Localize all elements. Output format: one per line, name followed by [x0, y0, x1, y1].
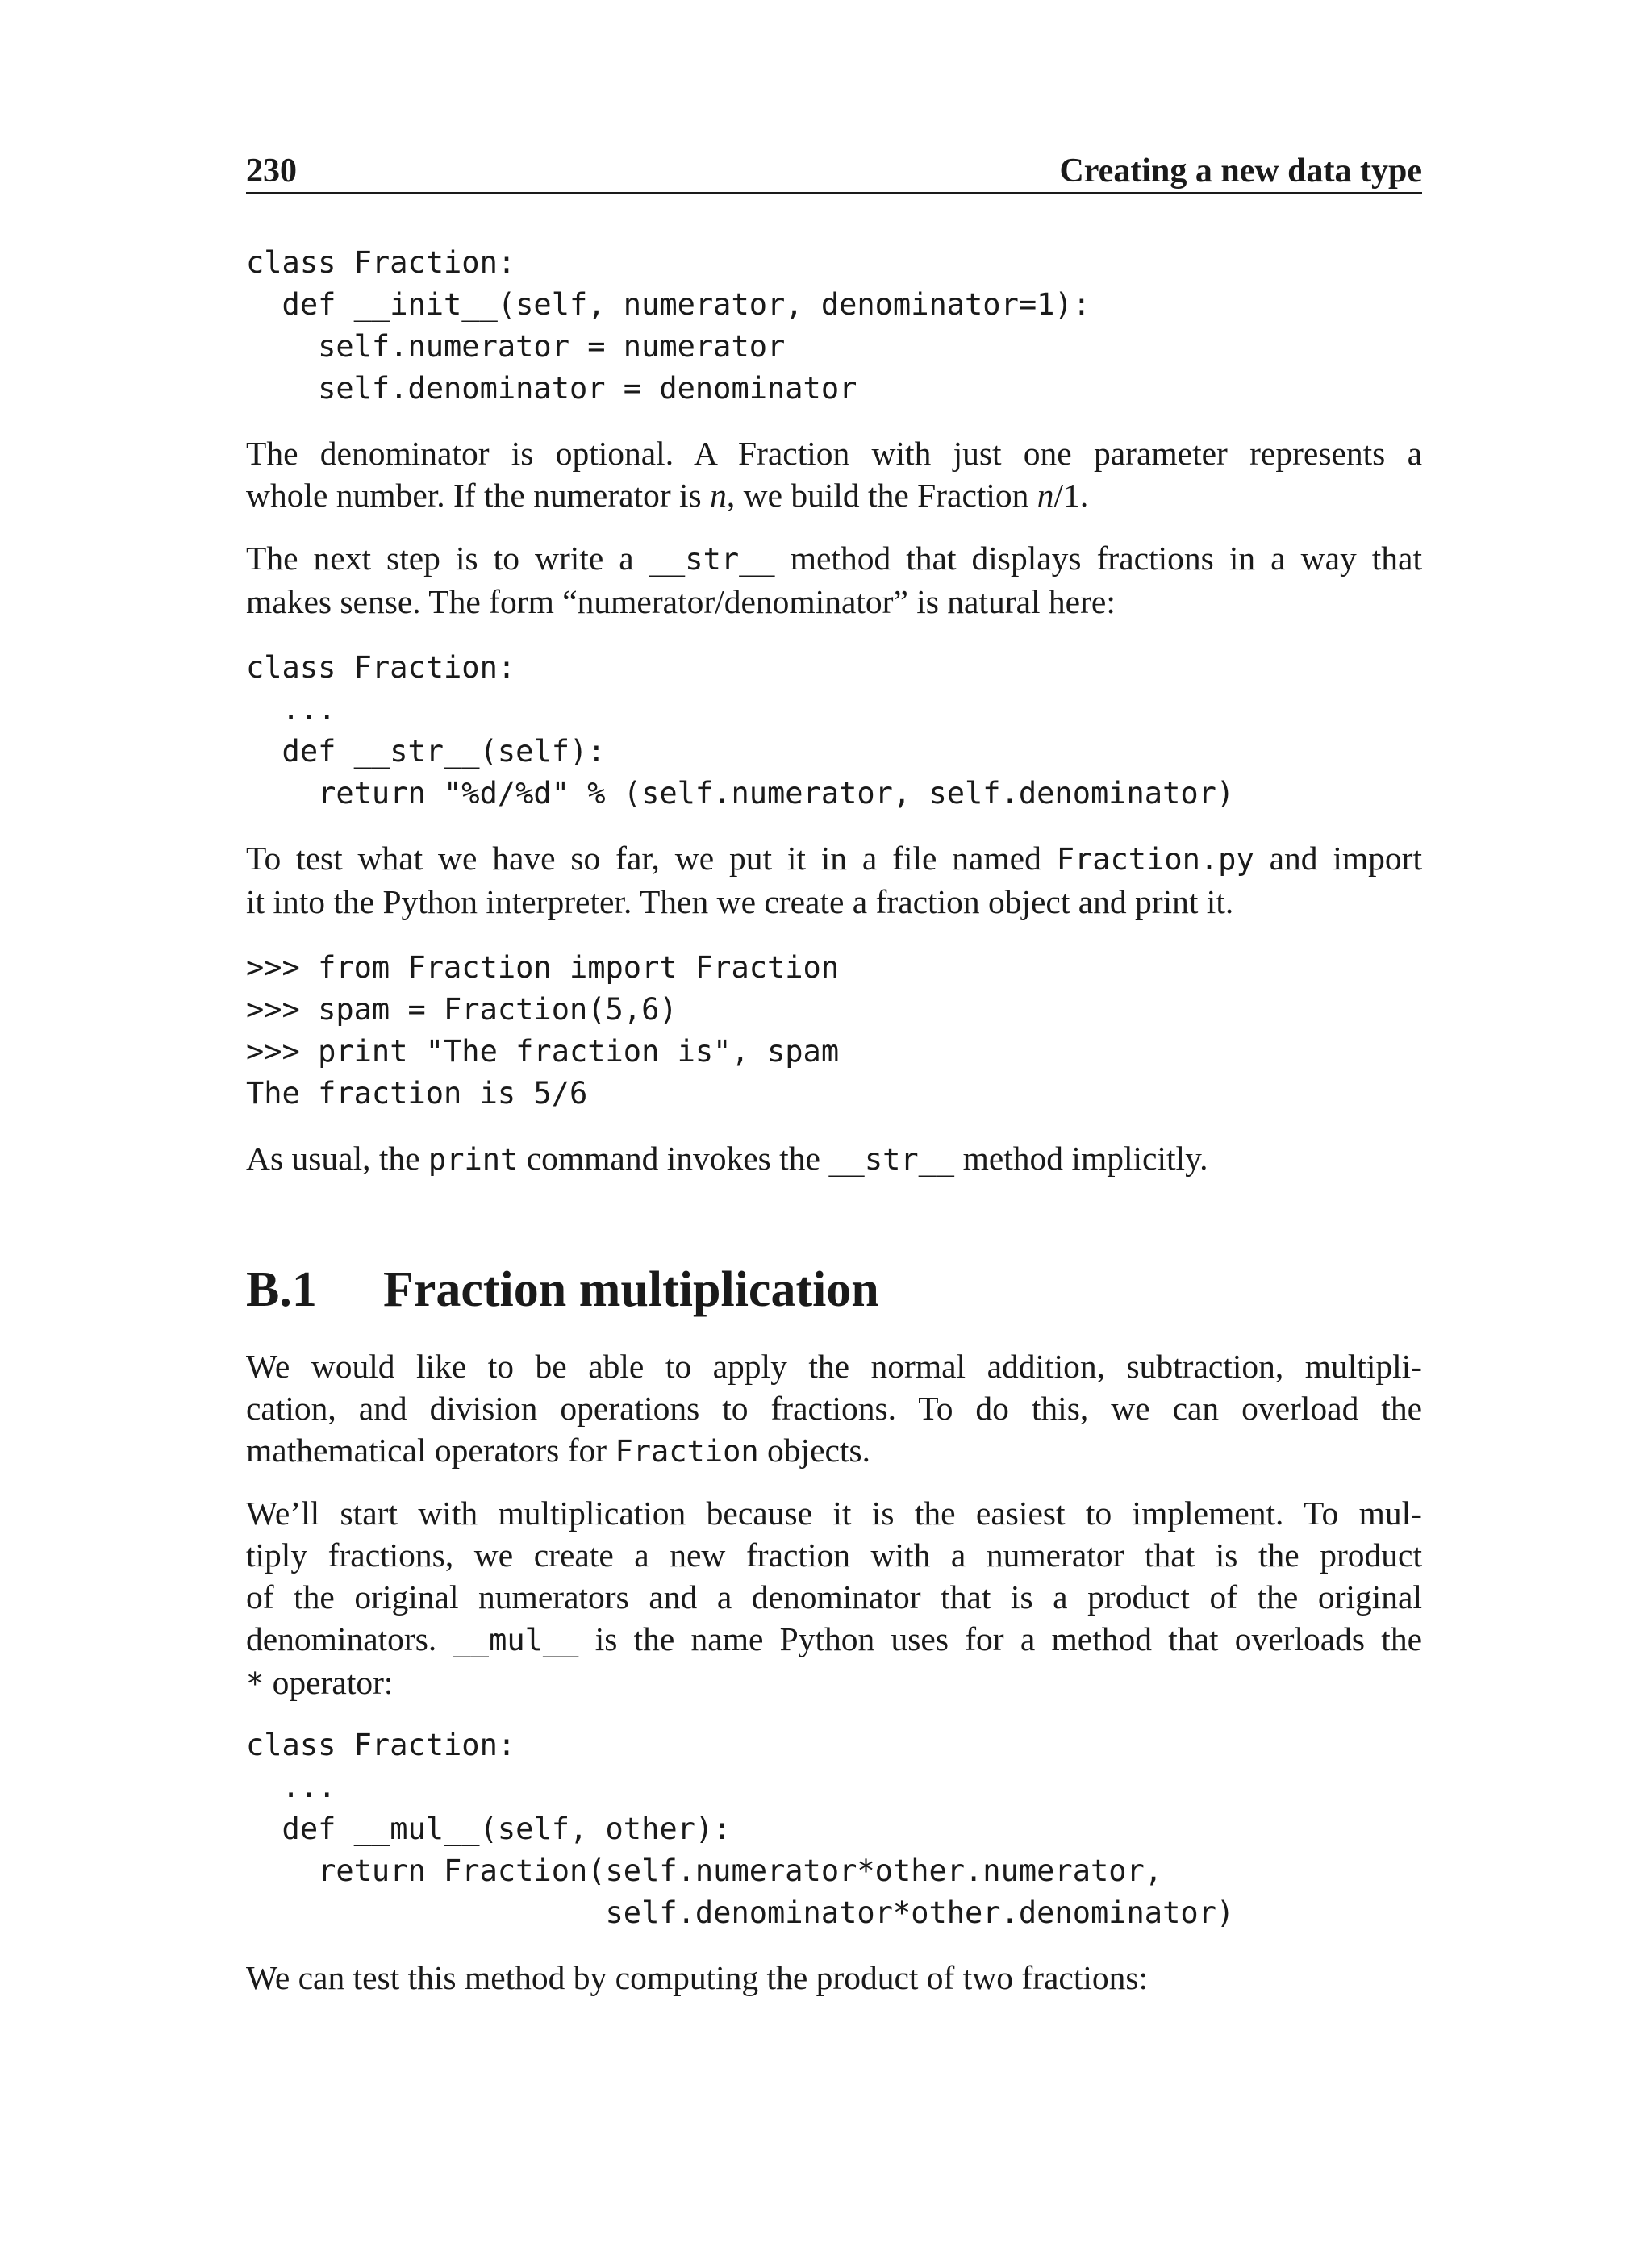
- inline-code: Fraction.py: [1056, 842, 1254, 877]
- code-line: >>> from Fraction import Fraction: [246, 950, 840, 985]
- code-block-interpreter: [246, 947, 839, 1115]
- inline-code: *: [246, 1666, 265, 1701]
- inline-code: __mul__: [453, 1623, 579, 1657]
- code-line: The fraction is 5/6: [246, 1076, 588, 1111]
- inline-code: __str__: [828, 1142, 955, 1177]
- math-n: n: [710, 477, 727, 514]
- inline-code: print: [428, 1142, 519, 1177]
- text-line: We’ll start with multiplication because it is the easiest to implement. To mul-: [246, 1495, 1422, 1532]
- paragraph-denominator-optional: [246, 432, 1422, 516]
- text-line: of the original numerators and a denominator that is a product of the original: [246, 1578, 1422, 1616]
- code-line: ...: [246, 1770, 336, 1804]
- code-line: >>> print "The fraction is", spam: [246, 1034, 840, 1069]
- code-line: class Fraction:: [246, 1728, 516, 1762]
- inline-code: Fraction: [615, 1434, 759, 1469]
- text-line: whole number. If the numerator is n, we build the Fraction n/1.: [246, 477, 1089, 514]
- code-line: def __init__(self, numerator, denominator=1):: [246, 287, 1091, 322]
- text-line: The denominator is optional. A Fraction with just one parameter represents a: [246, 435, 1422, 472]
- text-line: * operator:: [246, 1664, 394, 1701]
- text-line: cation, and division operations to fractions. To do this, we can overload the: [246, 1390, 1422, 1427]
- code-line: self.numerator = numerator: [246, 329, 786, 364]
- text-line: We can test this method by computing the product of two fractions:: [246, 1959, 1149, 1996]
- math-n: n: [1037, 477, 1054, 514]
- code-line: return Fraction(self.numerator*other.numerator,: [246, 1853, 1163, 1888]
- text-line: To test what we have so far, we put it in a file named Fraction.py and import: [246, 840, 1422, 877]
- inline-code: __str__: [649, 542, 775, 577]
- running-header: [246, 150, 1422, 194]
- section-number: B.1: [246, 1262, 317, 1317]
- page-number: 230: [246, 152, 297, 190]
- code-block-mul: [246, 1724, 1234, 1934]
- code-block-init: [246, 242, 1091, 410]
- paragraph-overload-operators: [246, 1345, 1422, 1473]
- code-line: self.denominator = denominator: [246, 371, 857, 406]
- code-block-str: [246, 647, 1234, 815]
- text-line: As usual, the print command invokes the __str__ method implicitly.: [246, 1140, 1208, 1177]
- paragraph-multiplication: [246, 1492, 1422, 1705]
- text-line: denominators. __mul__ is the name Python uses for a method that overloads the: [246, 1620, 1422, 1657]
- section-title: Fraction multiplication: [383, 1262, 879, 1317]
- code-line: self.denominator*other.denominator): [246, 1895, 1235, 1930]
- code-line: class Fraction:: [246, 245, 516, 280]
- code-line: def __str__(self):: [246, 734, 606, 769]
- book-page: [246, 0, 1422, 2264]
- code-line: def __mul__(self, other):: [246, 1812, 732, 1846]
- code-line: >>> spam = Fraction(5,6): [246, 992, 678, 1027]
- paragraph-print-invokes: [246, 1137, 1422, 1181]
- section-heading: [246, 1261, 879, 1319]
- text-line: makes sense. The form “numerator/denominator” is natural here:: [246, 583, 1116, 620]
- code-line: class Fraction:: [246, 650, 516, 685]
- code-line: ...: [246, 692, 336, 727]
- paragraph-test-import: [246, 837, 1422, 923]
- code-line: return "%d/%d" % (self.numerator, self.denominator): [246, 776, 1235, 811]
- text-line: mathematical operators for Fraction objects.: [246, 1432, 870, 1469]
- running-title: Creating a new data type: [1059, 152, 1422, 190]
- text-line: We would like to be able to apply the normal addition, subtraction, multipli-: [246, 1348, 1422, 1385]
- text-line: it into the Python interpreter. Then we create a fraction object and print it.: [246, 883, 1234, 920]
- paragraph-test-product: [246, 1957, 1422, 1999]
- text-line: The next step is to write a __str__ method that displays fractions in a way that: [246, 540, 1423, 577]
- text-line: tiply fractions, we create a new fraction with a numerator that is the product: [246, 1536, 1422, 1574]
- paragraph-str-method: [246, 537, 1422, 623]
